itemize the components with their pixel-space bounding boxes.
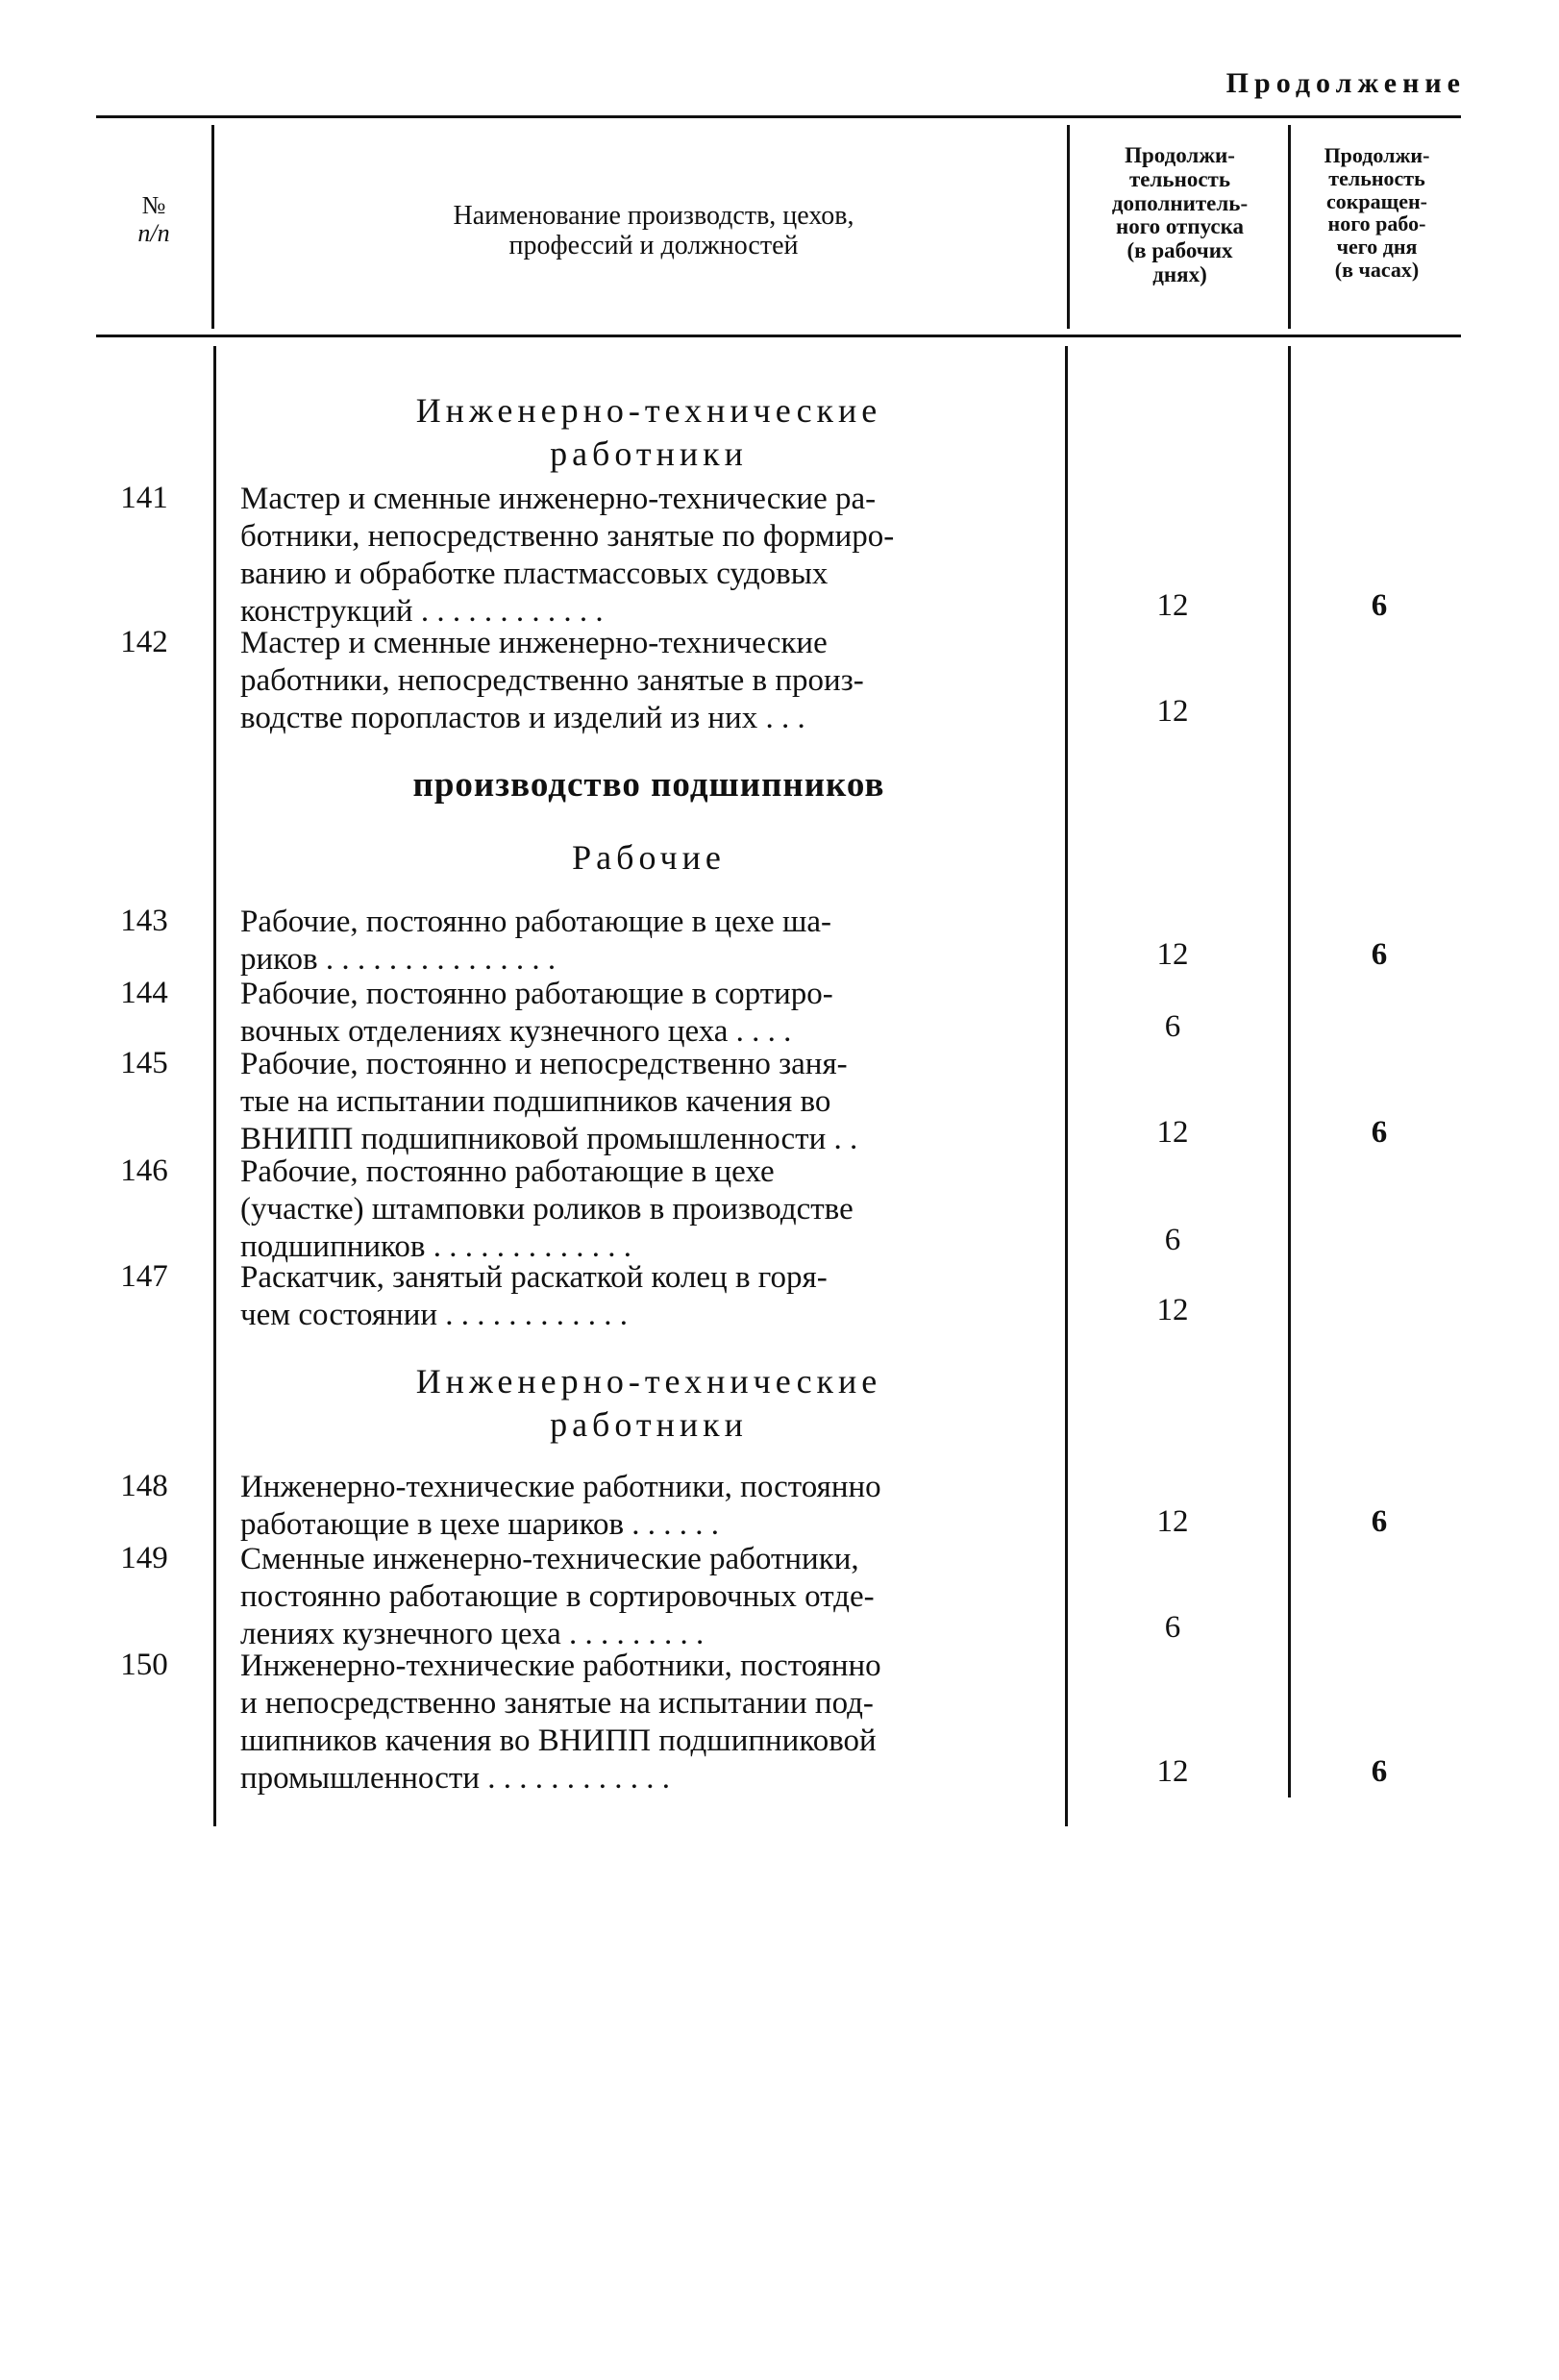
row-line: риков . . . . . . . . . . . . . . . bbox=[240, 942, 557, 977]
row-short-day-hours: 6 bbox=[1371, 588, 1388, 623]
row-line: Рабочие, постоянно работающие в цехе bbox=[240, 1154, 775, 1189]
row-line: ВНИПП подшипниковой промышленности . . bbox=[240, 1122, 858, 1156]
row-description bbox=[240, 1469, 1057, 1544]
row-leave-days: 12 bbox=[1156, 588, 1189, 623]
col-divider-1-body bbox=[213, 346, 216, 1826]
row-leave-days: 6 bbox=[1164, 1009, 1181, 1044]
row-line: постоянно работающие в сортировочных отде- bbox=[240, 1579, 875, 1614]
section-heading-engineering-2 bbox=[226, 1360, 1072, 1447]
header-leave-line-2: тельность bbox=[1129, 166, 1230, 191]
row-line: Рабочие, постоянно и непосредственно заня- bbox=[240, 1047, 848, 1081]
row-number: 143 bbox=[120, 904, 168, 938]
row-number: 141 bbox=[120, 481, 168, 515]
row-line: промышленности . . . . . . . . . . . . bbox=[240, 1761, 670, 1796]
row-description bbox=[240, 1153, 1057, 1266]
header-shortday-line-3: сокращен- bbox=[1325, 188, 1427, 213]
row-line: ботники, непосредственно занятые по формиро- bbox=[240, 519, 895, 554]
row-line: (участке) штамповки роликов в производстве bbox=[240, 1192, 854, 1227]
row-number: 145 bbox=[120, 1046, 168, 1080]
row-line: работающие в цехе шариков . . . . . . bbox=[240, 1507, 720, 1542]
section-heading-line-2: работники bbox=[550, 1405, 748, 1444]
row-description bbox=[240, 1046, 1057, 1158]
header-shortday-line-6: (в часах) bbox=[1334, 257, 1420, 282]
section-heading-engineering-1 bbox=[226, 389, 1072, 476]
header-shortday-line-5: чего дня bbox=[1336, 235, 1418, 259]
row-description bbox=[240, 976, 1057, 1051]
col-divider-2-body bbox=[1065, 346, 1068, 1826]
continuation-label: Продолжение bbox=[1225, 67, 1466, 99]
row-number: 144 bbox=[120, 976, 168, 1010]
section-heading-line-2: работники bbox=[550, 434, 748, 473]
row-line: и непосредственно занятые на испытании под- bbox=[240, 1686, 874, 1721]
header-name-line-1: Наименование производств, цехов, bbox=[453, 201, 854, 231]
header-num bbox=[106, 192, 202, 247]
col-divider-3 bbox=[1288, 125, 1291, 329]
row-number: 142 bbox=[120, 625, 168, 659]
row-leave-days: 6 bbox=[1164, 1610, 1181, 1645]
section-heading-line-1: Инженерно-технические bbox=[415, 391, 882, 430]
section-heading-line-1: Инженерно-технические bbox=[415, 1362, 882, 1401]
header-num-line-2: п/п bbox=[137, 218, 170, 247]
header-leave-line-4: ного отпуска bbox=[1115, 214, 1245, 239]
row-leave-days: 12 bbox=[1156, 1293, 1189, 1327]
header-shortday-line-4: ного рабо- bbox=[1327, 211, 1426, 236]
row-description bbox=[240, 1541, 1057, 1653]
row-line: Сменные инженерно-технические работники, bbox=[240, 1542, 859, 1576]
row-line: вочных отделениях кузнечного цеха . . . . bbox=[240, 1014, 792, 1049]
row-description bbox=[240, 1648, 1057, 1797]
section-heading-workers: Рабочие bbox=[572, 838, 726, 877]
row-description bbox=[240, 904, 1057, 979]
col-divider-1 bbox=[211, 125, 214, 329]
row-line: лениях кузнечного цеха . . . . . . . . . bbox=[240, 1617, 705, 1651]
row-line: работники, непосредственно занятые в произ- bbox=[240, 663, 864, 698]
row-line: подшипников . . . . . . . . . . . . . bbox=[240, 1229, 631, 1264]
header-shortday bbox=[1293, 144, 1461, 282]
row-leave-days: 6 bbox=[1164, 1223, 1181, 1257]
row-line: водстве поропластов и изделий из них . . . bbox=[240, 701, 805, 735]
row-description bbox=[240, 625, 1057, 737]
row-leave-days: 12 bbox=[1156, 694, 1189, 729]
header-leave-line-5: (в рабочих bbox=[1126, 238, 1233, 263]
row-short-day-hours: 6 bbox=[1371, 937, 1388, 972]
row-description bbox=[240, 1259, 1057, 1334]
row-line: Мастер и сменные инженерно-технические bbox=[240, 626, 828, 660]
header-leave-line-1: Продолжи- bbox=[1125, 143, 1235, 167]
row-leave-days: 12 bbox=[1156, 937, 1189, 972]
row-line: шипников качения во ВНИПП подшипниковой bbox=[240, 1723, 877, 1758]
row-line: Инженерно-технические работники, постоянно bbox=[240, 1649, 881, 1683]
row-number: 150 bbox=[120, 1648, 168, 1682]
row-number: 149 bbox=[120, 1541, 168, 1575]
row-number: 147 bbox=[120, 1259, 168, 1294]
row-line: Рабочие, постоянно работающие в цехе ша- bbox=[240, 905, 831, 939]
row-description bbox=[240, 481, 1057, 631]
header-name bbox=[288, 202, 1019, 261]
header-leave-line-3: дополнитель- bbox=[1111, 190, 1249, 215]
header-name-line-2: профессий и должностей bbox=[508, 230, 799, 260]
header-leave-line-6: днях) bbox=[1152, 262, 1207, 287]
row-line: Рабочие, постоянно работающие в сортиро- bbox=[240, 977, 833, 1011]
row-line: Раскатчик, занятый раскаткой колец в горя- bbox=[240, 1260, 828, 1295]
row-short-day-hours: 6 bbox=[1371, 1754, 1388, 1789]
header-shortday-line-2: тельность bbox=[1328, 165, 1425, 190]
row-line: конструкций . . . . . . . . . . . . bbox=[240, 594, 604, 629]
row-line: Инженерно-технические работники, постоянно bbox=[240, 1470, 881, 1504]
header-top-rule bbox=[96, 115, 1461, 118]
row-leave-days: 12 bbox=[1156, 1115, 1189, 1150]
header-leave bbox=[1072, 144, 1288, 287]
row-line: тые на испытании подшипников качения во bbox=[240, 1084, 831, 1119]
row-line: ванию и обработке пластмассовых судовых bbox=[240, 557, 829, 591]
row-short-day-hours: 6 bbox=[1371, 1115, 1388, 1150]
row-number: 146 bbox=[120, 1153, 168, 1188]
section-heading-bearings: производство подшипников bbox=[412, 765, 885, 805]
header-num-line-1: № bbox=[141, 191, 166, 219]
header-shortday-line-1: Продолжи- bbox=[1324, 143, 1430, 167]
row-line: Мастер и сменные инженерно-технические ра- bbox=[240, 482, 877, 516]
header-bottom-rule bbox=[96, 335, 1461, 337]
row-leave-days: 12 bbox=[1156, 1754, 1189, 1789]
row-number: 148 bbox=[120, 1469, 168, 1503]
row-line: чем состоянии . . . . . . . . . . . . bbox=[240, 1298, 629, 1332]
col-divider-2 bbox=[1067, 125, 1070, 329]
col-divider-3-body bbox=[1288, 346, 1291, 1797]
row-short-day-hours: 6 bbox=[1371, 1504, 1388, 1539]
row-leave-days: 12 bbox=[1156, 1504, 1189, 1539]
